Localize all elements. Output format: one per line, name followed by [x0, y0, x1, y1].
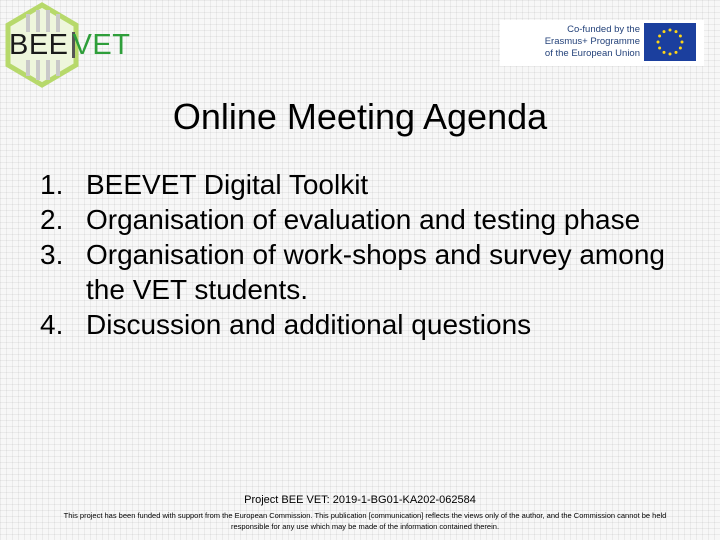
agenda-item	[40, 307, 680, 342]
beevet-logo	[2, 2, 152, 90]
agenda-item-text: Organisation of work-shops and survey among the VET students.	[86, 239, 665, 305]
eu-star-icon	[669, 53, 672, 56]
eu-badge-text	[512, 24, 640, 60]
eu-badge-line: Erasmus+ Programme	[544, 36, 640, 47]
eu-star-icon	[658, 35, 661, 38]
eu-badge-line: Co-funded by the	[567, 24, 640, 35]
agenda-item	[40, 237, 680, 307]
eu-star-icon	[657, 41, 660, 44]
agenda-item	[40, 167, 680, 202]
eu-star-icon	[679, 35, 682, 38]
agenda-item	[40, 202, 680, 237]
eu-star-icon	[675, 30, 678, 33]
page-title: Online Meeting Agenda	[172, 96, 548, 137]
eu-star-icon	[663, 30, 666, 33]
logo-text	[9, 29, 130, 62]
eu-star-icon	[675, 51, 678, 54]
logo-text-bee: BEE	[9, 29, 69, 61]
agenda-item-number: 1.	[40, 169, 64, 200]
footer-disclaimer: This project has been funded with support from the European Commission. This publication [communication] reflects the views only of the author, and the Commission cannot be held responsible for any use which may be made of the information contained therein.	[63, 511, 667, 531]
agenda-item-number: 4.	[40, 309, 64, 340]
agenda-list	[40, 167, 680, 342]
agenda-item-number: 3.	[40, 239, 64, 270]
eu-cofunding-badge	[500, 20, 704, 66]
eu-star-icon	[658, 47, 661, 50]
agenda-item-text: Organisation of evaluation and testing phase	[86, 204, 641, 235]
eu-star-icon	[663, 51, 666, 54]
logo-text-vet: VET	[72, 29, 131, 61]
footer-project-id: Project BEE VET: 2019-1-BG01-KA202-062584	[244, 494, 476, 506]
eu-star-icon	[679, 47, 682, 50]
agenda-item-number: 2.	[40, 204, 64, 235]
eu-star-icon	[669, 29, 672, 32]
eu-flag-icon	[644, 23, 696, 61]
agenda-item-text: BEEVET Digital Toolkit	[86, 169, 369, 200]
eu-badge-line: of the European Union	[544, 48, 640, 59]
agenda-item-text: Discussion and additional questions	[86, 309, 532, 340]
eu-star-icon	[681, 41, 684, 44]
